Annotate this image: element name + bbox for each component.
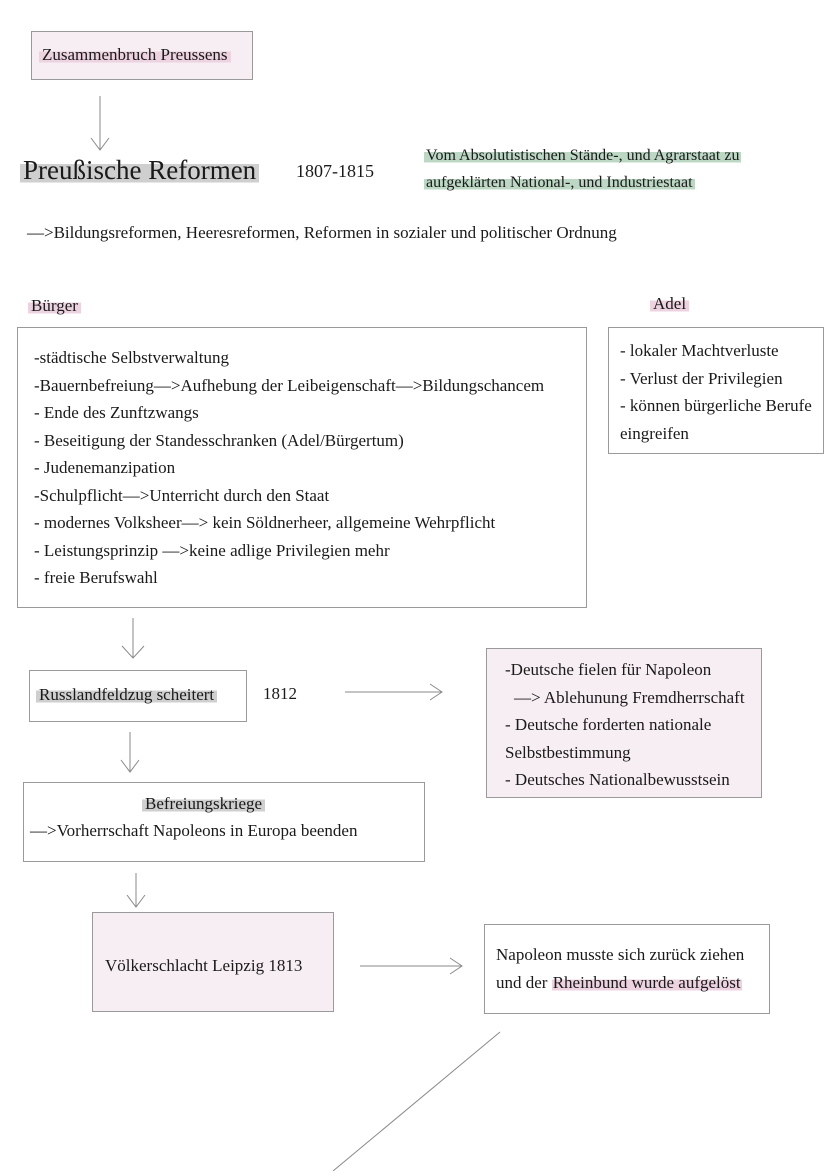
top-box-label: Zusammenbruch Preussens	[39, 45, 231, 64]
list-item: -städtische Selbstverwaltung	[34, 348, 229, 367]
buerger-heading	[28, 292, 81, 320]
buerger-box	[17, 327, 587, 608]
befreiung-text: —>Vorherrschaft Napoleons in Europa beenden	[30, 821, 358, 840]
list-item: -Deutsche fielen für Napoleon	[505, 660, 712, 679]
list-item: —> Ablehunung Fremdherrschaft	[514, 687, 745, 707]
buerger-heading-text: Bürger	[28, 296, 81, 315]
arrow-down-3	[121, 732, 139, 772]
leipzig-result-line-1: Napoleon musste sich zurück ziehen	[496, 945, 745, 964]
list-item: - freie Berufswahl	[34, 568, 158, 587]
arrow-down-1	[91, 96, 109, 150]
arrow-down-4	[127, 873, 145, 907]
adel-box	[608, 327, 824, 454]
russland-year: 1812	[263, 684, 297, 703]
subtitle-note	[424, 142, 741, 196]
russland-effects-box	[486, 648, 762, 798]
list-item: - Beseitigung der Standesschranken (Adel/Bürgertum)	[34, 430, 404, 450]
list-item: - Deutsche forderten nationale	[505, 715, 712, 734]
list-item: -Bauernbefreiung—>Aufhebung der Leibeigenschaft—>Bildungschancem	[34, 375, 545, 395]
page-title-text: Preußische Reformen	[20, 155, 259, 185]
list-item: eingreifen	[620, 423, 689, 443]
list-item: - Verlust der Privilegien	[620, 368, 783, 388]
list-item: - lokaler Machtverluste	[620, 341, 779, 360]
diagonal-line	[333, 1032, 500, 1171]
list-item: - Ende des Zunftzwangs	[34, 403, 199, 422]
subtitle-line-1: Vom Absolutistischen Stände-, und Agrarstaat zu	[426, 147, 740, 164]
subtitle-line-2: aufgeklärten National-, und Industriestaat	[426, 174, 693, 191]
leipzig-result-line-2	[496, 969, 744, 997]
list-item: - können bürgerliche Berufe	[620, 396, 812, 415]
list-item: -Schulpflicht—>Unterricht durch den Staat	[34, 485, 330, 505]
adel-heading-text: Adel	[650, 294, 689, 313]
list-item: - Judenemanzipation	[34, 458, 176, 477]
russland-label: Russlandfeldzug scheitert	[36, 685, 217, 704]
arrow-right-2	[360, 958, 462, 974]
list-item: Selbstbestimmung	[505, 742, 631, 762]
page-title	[20, 152, 259, 188]
list-item: - Leistungsprinzip —>keine adlige Privilegien mehr	[34, 540, 390, 560]
leipzig-box	[92, 912, 334, 1012]
leipzig-label: Völkerschlacht Leipzig 1813	[105, 956, 303, 975]
leipzig-result-highlight: Rheinbund wurde aufgelöst	[552, 972, 741, 992]
befreiung-heading: Befreiungskriege	[142, 794, 265, 813]
leipzig-result-prefix: und der	[496, 972, 552, 992]
top-box	[31, 31, 253, 80]
befreiung-box	[23, 782, 425, 862]
reforms-summary: —>Bildungsreformen, Heeresreformen, Reformen in sozialer und politischer Ordnung	[27, 223, 617, 242]
russland-box	[29, 670, 247, 722]
list-item: - Deutsches Nationalbewusstsein	[505, 770, 730, 789]
list-item: - modernes Volksheer—> kein Söldnerheer, allgemeine Wehrpflicht	[34, 513, 496, 532]
adel-heading	[650, 290, 689, 318]
leipzig-result-box	[484, 924, 770, 1014]
arrow-down-2	[122, 618, 144, 658]
arrow-right-1	[345, 684, 442, 700]
title-years: 1807-1815	[296, 161, 374, 181]
